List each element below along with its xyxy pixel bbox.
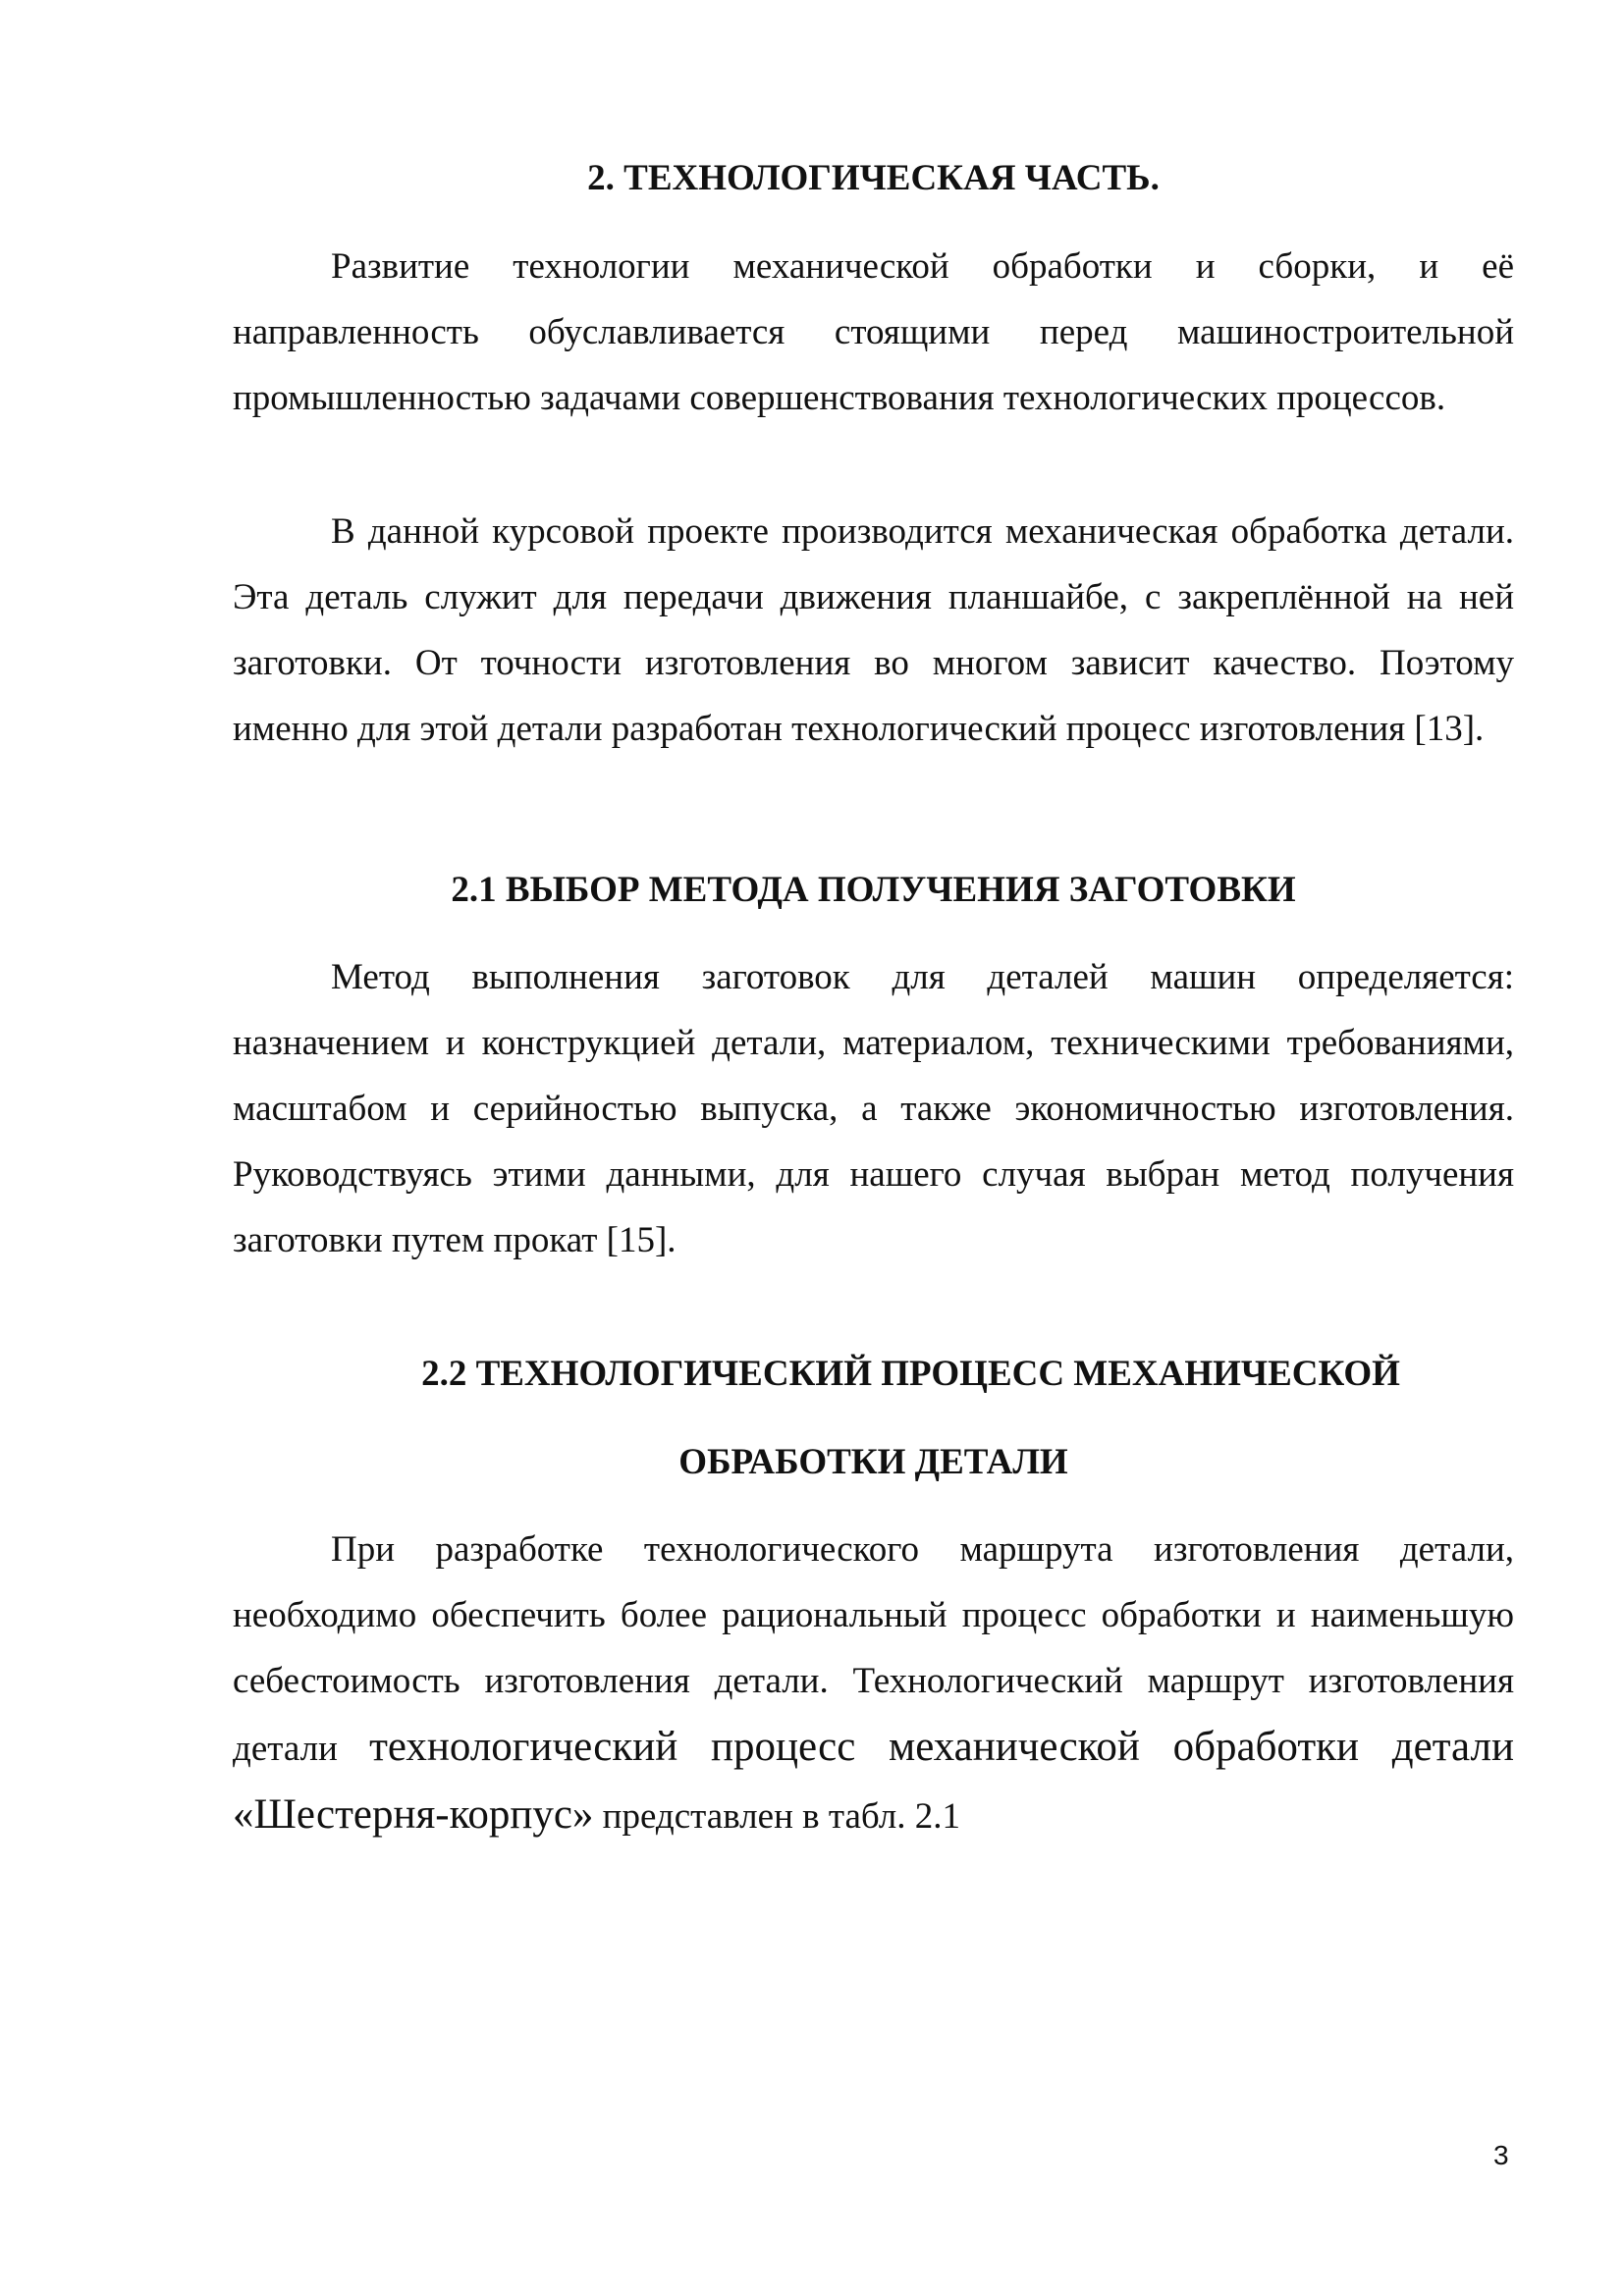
page-number: 3 bbox=[1493, 2140, 1509, 2170]
section-heading-2-1: 2.1 ВЫБОР МЕТОДА ПОЛУЧЕНИЯ ЗАГОТОВКИ bbox=[451, 870, 1296, 910]
paragraph-route-part3: представлен в табл. 2.1 bbox=[593, 1796, 960, 1837]
paragraph-route-part1: При разработке технологического маршрута изготовления детали, необходимо обеспечить более рациональный процесс обработки и наименьшую себестоимость изготовления детали. Технологический маршрут изготовления детали bbox=[233, 1529, 1514, 1769]
section-heading-2-2-line2: ОБРАБОТКИ ДЕТАЛИ bbox=[678, 1442, 1068, 1482]
paragraph-introduction: Развитие технологии механической обработки и сборки, и её направленность обуславливается стоящими перед машиностроительной промышленностью задачами совершенствования технологических процессов. bbox=[233, 246, 1514, 418]
paragraph-route-part2: технологический процесс механической обработки детали «Шестерня-корпус» bbox=[233, 1724, 1514, 1838]
section-heading-technological-part: 2. ТЕХНОЛОГИЧЕСКАЯ ЧАСТЬ. bbox=[587, 158, 1160, 198]
paragraph-route-description bbox=[233, 1517, 1514, 1849]
section-heading-2-2-line1: 2.2 ТЕХНОЛОГИЧЕСКИЙ ПРОЦЕСС МЕХАНИЧЕСКОЙ bbox=[421, 1354, 1400, 1394]
paragraph-project-description: В данной курсовой проекте производится механическая обработка детали. Эта деталь служит для передачи движения планшайбе, с закреплённой на ней заготовки. От точности изготовления во многом зависит качество. Поэтому именно для этой детали разработан технологический процесс изготовления [13]. bbox=[233, 511, 1514, 749]
paragraph-blank-method: Метод выполнения заготовок для деталей машин определяется: назначением и конструкцией детали, материалом, техническими требованиями, масштабом и серийностью выпуска, а также экономичностью изготовления. Руководствуясь этими данными, для нашего случая выбран метод получения заготовки путем прокат [15]. bbox=[233, 957, 1514, 1260]
